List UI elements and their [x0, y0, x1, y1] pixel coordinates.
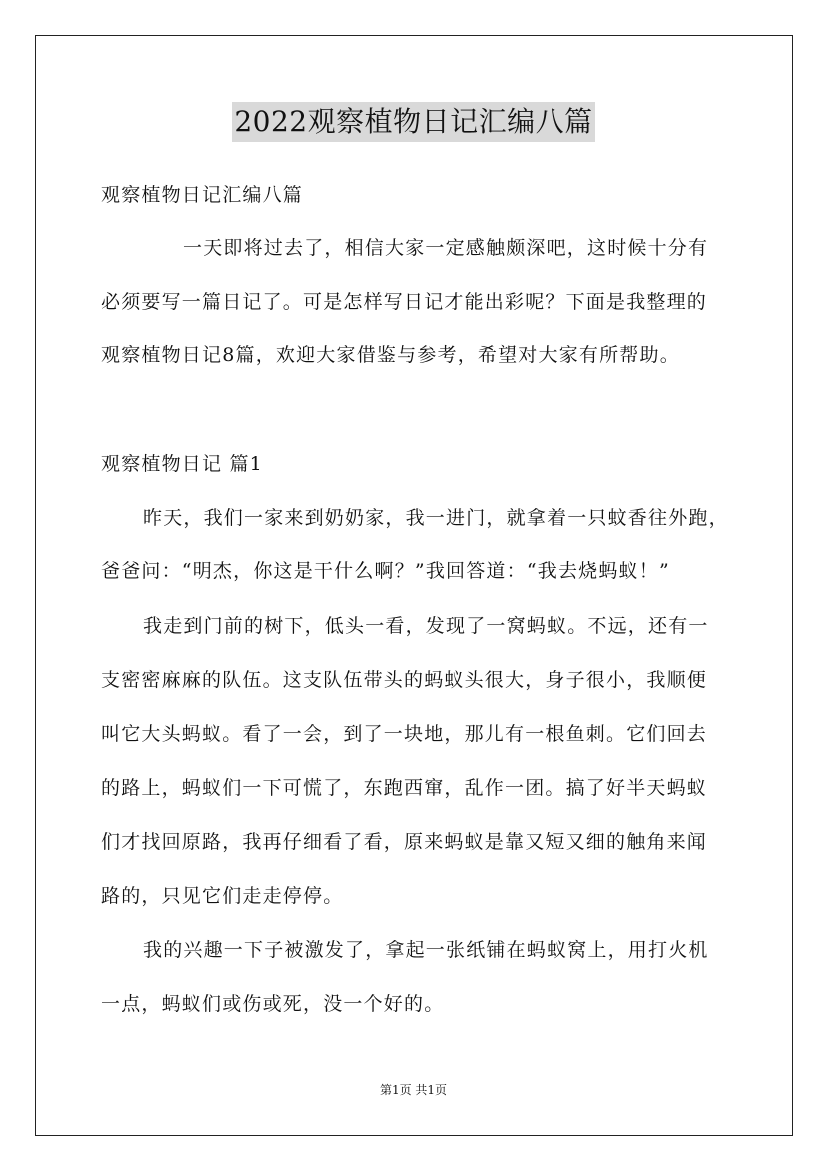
intro-line-3: 观察植物日记8篇，欢迎大家借鉴与参考，希望对大家有所帮助。 [101, 344, 680, 366]
paragraph-line: 昨天，我们一家来到奶奶家，我一进门，就拿着一只蚊香往外跑， [143, 507, 729, 529]
subtitle-line: 观察植物日记汇编八篇 [101, 184, 304, 206]
title-container [0, 102, 827, 142]
paragraph-line: 我走到门前的树下，低头一看，发现了一窝蚂蚁。不远，还有一 [143, 615, 709, 637]
intro-line-2: 必须要写一篇日记了。可是怎样写日记才能出彩呢？下面是我整理的 [101, 291, 708, 313]
paragraph-line: 我的兴趣一下子被激发了，拿起一张纸铺在蚂蚁窝上，用打火机 [143, 939, 709, 961]
section-heading: 观察植物日记 篇1 [101, 453, 263, 475]
paragraph-line: 路的，只见它们走走停停。 [101, 885, 344, 907]
paragraph-line: 的路上，蚂蚁们一下可慌了，东跑西窜，乱作一团。搞了好半天蚂蚁 [101, 777, 708, 799]
paragraph-line: 一点，蚂蚁们或伤或死，没一个好的。 [101, 993, 445, 1015]
paragraph-line: 支密密麻麻的队伍。这支队伍带头的蚂蚁头很大，身子很小，我顺便 [101, 669, 708, 691]
paragraph-line: 爸爸问：“明杰，你这是干什么啊？”我回答道：“我去烧蚂蚁！” [101, 560, 670, 582]
paragraph-line: 叫它大头蚂蚁。看了一会，到了一块地，那儿有一根鱼刺。它们回去 [101, 723, 708, 745]
page-number-footer: 第1页 共1页 [379, 1083, 448, 1097]
document-title: 2022观察植物日记汇编八篇 [232, 102, 594, 142]
paragraph-line: 们才找回原路，我再仔细看了看，原来蚂蚁是靠又短又细的触角来闻 [101, 831, 708, 853]
intro-line-1: 一天即将过去了，相信大家一定感触颇深吧，这时候十分有 [183, 237, 709, 259]
